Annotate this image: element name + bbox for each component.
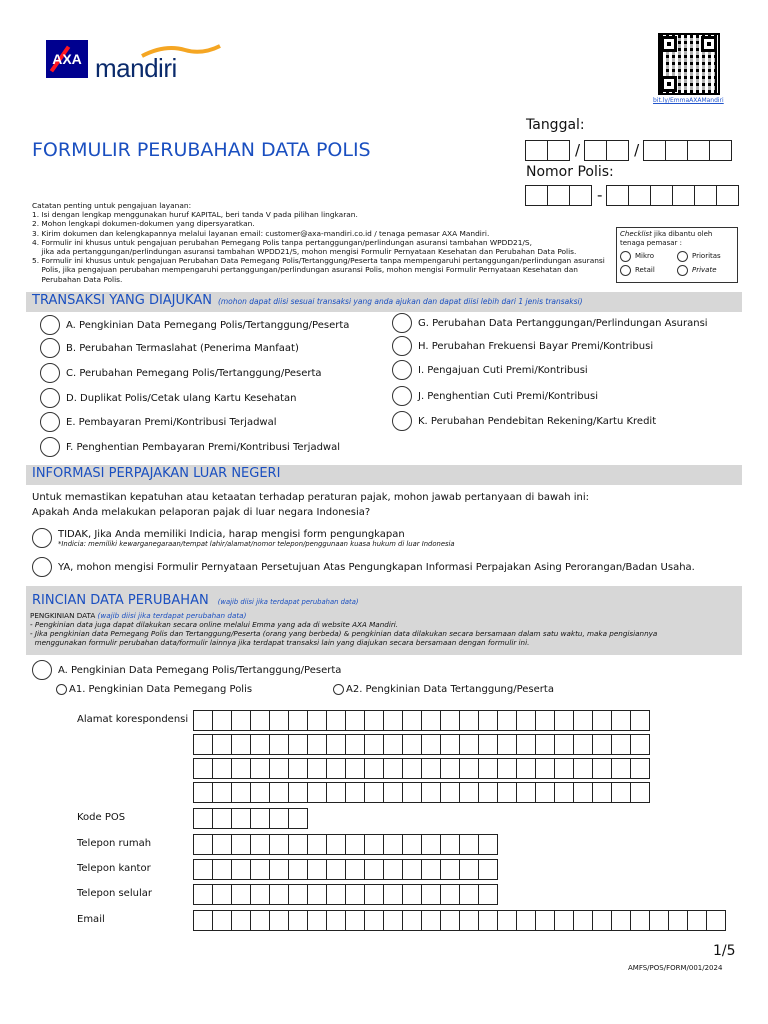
char-box[interactable] (421, 782, 441, 803)
pajak-section-header (26, 465, 742, 485)
char-box[interactable] (440, 859, 460, 880)
kode-pos-input[interactable] (194, 809, 308, 829)
char-box[interactable] (516, 734, 536, 755)
transaksi-option-e[interactable]: E. Pembayaran Premi/Kontribusi Terjadwal (40, 412, 277, 432)
char-box[interactable] (440, 834, 460, 855)
char-box[interactable] (383, 710, 403, 731)
char-box[interactable] (345, 758, 365, 779)
char-box[interactable] (269, 734, 289, 755)
char-box[interactable] (459, 834, 479, 855)
char-box[interactable] (364, 884, 384, 905)
pengkinian-line-2: - Jika pengkinian data Pemegang Polis dan Tertanggung/Peserta (orang yang berbeda) & pengkinian data dilakukan secara bersamaan dalam satu waktu, maka pengisiannya (30, 629, 658, 638)
char-box[interactable] (326, 782, 346, 803)
char-box[interactable] (364, 758, 384, 779)
char-box[interactable] (478, 758, 498, 779)
char-box[interactable] (402, 782, 422, 803)
telepon-selular-input[interactable] (194, 885, 498, 905)
char-box[interactable] (535, 910, 555, 931)
tanggal-input[interactable]: / / (526, 140, 732, 161)
notes-item: 3. Kirim dokumen dan kelengkapannya melalui layanan email: customer@axa-mandiri.co.id / tenaga pemasar AXA Mandiri. (32, 228, 490, 238)
transaksi-section-header (26, 292, 742, 312)
telepon-rumah-input[interactable] (194, 835, 498, 855)
checklist-prioritas[interactable]: Prioritas (677, 251, 734, 262)
char-box[interactable] (307, 782, 327, 803)
telepon-kantor-label: Telepon kantor (77, 863, 151, 874)
char-box[interactable] (535, 782, 555, 803)
char-box[interactable] (402, 734, 422, 755)
char-box[interactable] (421, 710, 441, 731)
char-box[interactable] (573, 710, 593, 731)
char-box[interactable] (421, 910, 441, 931)
char-box[interactable] (288, 808, 308, 829)
char-box[interactable] (459, 782, 479, 803)
char-box[interactable] (231, 758, 251, 779)
char-box[interactable] (250, 910, 270, 931)
char-box[interactable] (212, 782, 232, 803)
notes-item: Perubahan Data Polis. (32, 274, 123, 284)
char-box[interactable] (706, 910, 726, 931)
axa-logo-text: AXA (52, 51, 82, 67)
char-box[interactable] (193, 758, 213, 779)
char-box[interactable] (250, 782, 270, 803)
char-box[interactable] (402, 859, 422, 880)
char-box[interactable] (516, 782, 536, 803)
char-box[interactable] (307, 884, 327, 905)
notes-item: 5. Formulir ini khusus untuk pengajuan Perubahan Data Pemegang Polis/Tertanggung/Peserta tanpa mempengaruhi pertanggungan/perlindungan asuransi (32, 256, 605, 266)
char-box[interactable] (497, 782, 517, 803)
char-box[interactable] (269, 884, 289, 905)
char-box[interactable] (326, 834, 346, 855)
telepon-selular-label: Telepon selular (77, 888, 152, 899)
char-box[interactable] (554, 910, 574, 931)
rincian-option-a2[interactable]: A2. Pengkinian Data Tertanggung/Peserta (333, 684, 554, 695)
pengkinian-heading: PENGKINIAN DATA (30, 611, 96, 620)
char-box[interactable] (364, 710, 384, 731)
page-number: 1/5 (713, 943, 736, 959)
checklist-box (616, 227, 738, 283)
char-box[interactable] (592, 910, 612, 931)
char-box[interactable] (402, 884, 422, 905)
notes-item: jika ada pertanggungan/perlindungan asuransi tambahan WPDD21/S, mohon mengisi Formulir Pernyataan Kesehatan dan Perubahan Data Polis. (32, 247, 577, 257)
char-box[interactable] (535, 758, 555, 779)
qr-link[interactable]: bit.ly/EmmaAXAMandiri (653, 97, 724, 104)
char-box[interactable] (326, 910, 346, 931)
pajak-intro-1: Untuk memastikan kepatuhan atau ketaatan terhadap peraturan pajak, mohon jawab pertanyaan di bawah ini: (32, 492, 590, 503)
char-box[interactable] (611, 782, 631, 803)
char-box[interactable] (193, 710, 213, 731)
char-box[interactable] (630, 758, 650, 779)
char-box[interactable] (478, 834, 498, 855)
char-box[interactable] (307, 758, 327, 779)
rincian-option-a[interactable]: A. Pengkinian Data Pemegang Polis/Tertanggung/Peserta (32, 660, 341, 680)
char-box[interactable] (250, 734, 270, 755)
char-box[interactable] (573, 910, 593, 931)
char-box[interactable] (288, 884, 308, 905)
notes-block (32, 201, 617, 284)
char-box[interactable] (383, 734, 403, 755)
char-box[interactable] (402, 758, 422, 779)
transaksi-option-f[interactable]: F. Penghentian Pembayaran Premi/Kontribusi Terjadwal (40, 437, 340, 457)
transaksi-option-b[interactable]: B. Perubahan Termaslahat (Penerima Manfaat) (40, 338, 299, 358)
char-box[interactable] (402, 910, 422, 931)
char-box[interactable] (535, 710, 555, 731)
char-box[interactable] (364, 782, 384, 803)
char-box[interactable] (288, 734, 308, 755)
char-box[interactable] (402, 834, 422, 855)
char-box[interactable] (421, 734, 441, 755)
char-box[interactable] (592, 782, 612, 803)
char-box[interactable] (345, 834, 365, 855)
char-box[interactable] (269, 910, 289, 931)
char-box[interactable] (231, 834, 251, 855)
char-box[interactable] (478, 734, 498, 755)
email-input[interactable] (194, 911, 726, 931)
char-box[interactable] (630, 710, 650, 731)
char-box[interactable] (573, 758, 593, 779)
char-box[interactable] (231, 910, 251, 931)
char-box[interactable] (440, 910, 460, 931)
transaksi-note: (mohon dapat diisi sesuai transaksi yang anda ajukan dan dapat diisi lebih dari 1 jenis transaksi) (217, 297, 583, 306)
char-box[interactable] (421, 758, 441, 779)
char-box[interactable] (630, 734, 650, 755)
form-code: AMFS/POS/FORM/001/2024 (628, 964, 723, 972)
char-box[interactable] (364, 734, 384, 755)
char-box[interactable] (383, 859, 403, 880)
char-box[interactable] (269, 859, 289, 880)
char-box[interactable] (269, 834, 289, 855)
char-box[interactable] (668, 910, 688, 931)
char-box[interactable] (611, 734, 631, 755)
char-box[interactable] (592, 710, 612, 731)
char-box[interactable] (212, 734, 232, 755)
char-box[interactable] (212, 910, 232, 931)
char-box[interactable] (231, 710, 251, 731)
char-box[interactable] (250, 758, 270, 779)
char-box[interactable] (554, 734, 574, 755)
char-box[interactable] (269, 710, 289, 731)
char-box[interactable] (535, 734, 555, 755)
char-box[interactable] (383, 910, 403, 931)
pajak-intro-2: Apakah Anda melakukan pelaporan pajak di luar negara Indonesia? (32, 507, 371, 518)
char-box[interactable] (269, 758, 289, 779)
char-box[interactable] (326, 710, 346, 731)
axa-logo (46, 40, 88, 78)
char-box[interactable] (307, 859, 327, 880)
char-box[interactable] (440, 782, 460, 803)
char-box[interactable] (440, 758, 460, 779)
char-box[interactable] (459, 910, 479, 931)
char-box[interactable] (307, 734, 327, 755)
char-box[interactable] (383, 834, 403, 855)
char-box[interactable] (250, 834, 270, 855)
char-box[interactable] (478, 859, 498, 880)
char-box[interactable] (611, 758, 631, 779)
rincian-option-a1[interactable]: A1. Pengkinian Data Pemegang Polis (56, 684, 252, 695)
char-box[interactable] (383, 884, 403, 905)
pajak-title: INFORMASI PERPAJAKAN LUAR NEGERI (32, 466, 281, 481)
transaksi-option-j[interactable]: J. Penghentian Cuti Premi/Kontribusi (392, 386, 598, 406)
char-box[interactable] (212, 758, 232, 779)
pengkinian-note: (wajib diisi jika terdapat perubahan data) (97, 611, 247, 620)
char-box[interactable] (326, 884, 346, 905)
char-box[interactable] (288, 710, 308, 731)
char-box[interactable] (345, 710, 365, 731)
char-box[interactable] (440, 884, 460, 905)
kode-pos-label: Kode POS (77, 812, 126, 823)
char-box[interactable] (231, 782, 251, 803)
indicia-note: *Indicia: memiliki kewarganegaraan/tempat lahir/alamat/nomor telepon/penggunaan kuasa hukum di luar Indonesia (58, 539, 455, 548)
char-box[interactable] (269, 782, 289, 803)
char-box[interactable] (478, 910, 498, 931)
nomor-polis-input[interactable]: - (526, 185, 739, 206)
char-box[interactable] (364, 859, 384, 880)
char-box[interactable] (288, 782, 308, 803)
char-box[interactable] (193, 859, 213, 880)
alamat-label: Alamat korespondensi (77, 714, 189, 725)
char-box[interactable] (478, 710, 498, 731)
char-box[interactable] (459, 884, 479, 905)
char-box[interactable] (345, 910, 365, 931)
char-box[interactable] (250, 710, 270, 731)
char-box[interactable] (250, 859, 270, 880)
char-box[interactable] (421, 884, 441, 905)
char-box[interactable] (687, 910, 707, 931)
notes-item: 2. Mohon lengkapi dokumen-dokumen yang dipersyaratkan. (32, 219, 255, 229)
notes-item: 4. Formulir ini khusus untuk pengajuan perubahan Pemegang Polis tanpa pertanggungan/perlindungan asuransi tambahan WPDD21/S, (32, 237, 532, 247)
char-box[interactable] (212, 808, 232, 829)
notes-item: 1. Isi dengan lengkap menggunakan huruf KAPITAL, beri tanda V pada pilihan lingkaran. (32, 210, 358, 220)
char-box[interactable] (478, 782, 498, 803)
char-box[interactable] (421, 859, 441, 880)
char-box[interactable] (193, 884, 213, 905)
checklist-mikro[interactable]: Mikro (620, 251, 677, 262)
char-box[interactable] (592, 758, 612, 779)
char-box[interactable] (459, 859, 479, 880)
char-box[interactable] (592, 734, 612, 755)
char-box[interactable] (212, 834, 232, 855)
telepon-rumah-label: Telepon rumah (77, 838, 152, 849)
char-box[interactable] (345, 884, 365, 905)
char-box[interactable] (383, 782, 403, 803)
char-box[interactable] (497, 734, 517, 755)
transaksi-option-a[interactable]: A. Pengkinian Data Pemegang Polis/Tertanggung/Peserta (40, 315, 349, 335)
char-box[interactable] (307, 910, 327, 931)
char-box[interactable] (326, 859, 346, 880)
char-box[interactable] (573, 782, 593, 803)
char-box[interactable] (193, 734, 213, 755)
char-box[interactable] (497, 758, 517, 779)
transaksi-option-g[interactable]: G. Perubahan Data Pertanggungan/Perlindungan Asuransi (392, 313, 708, 333)
transaksi-title: TRANSAKSI YANG DIAJUKAN (32, 293, 212, 308)
pajak-option-ya[interactable]: YA, mohon mengisi Formulir Pernyataan Persetujuan Atas Pengungkapan Informasi Perpajakan Asing Perorangan/Badan Usaha. (32, 557, 695, 577)
pengkinian-line-3: menggunakan formulir perubahan data/formulir lainnya jika terdapat transaksi lain yang diajukan secara bersamaan dengan formulir ini. (30, 638, 530, 647)
char-box[interactable] (269, 808, 289, 829)
char-box[interactable] (630, 782, 650, 803)
rincian-note: (wajib diisi jika terdapat perubahan data) (217, 598, 359, 606)
char-box[interactable] (345, 782, 365, 803)
checklist-retail[interactable]: Retail (620, 265, 677, 276)
nomor-polis-label: Nomor Polis: (526, 164, 614, 180)
char-box[interactable] (554, 758, 574, 779)
char-box[interactable] (573, 734, 593, 755)
tanggal-label: Tanggal: (526, 117, 585, 133)
char-box[interactable] (231, 808, 251, 829)
char-box[interactable] (231, 884, 251, 905)
transaksi-option-h[interactable]: H. Perubahan Frekuensi Bayar Premi/Kontribusi (392, 336, 653, 356)
pengkinian-line-1: - Pengkinian data juga dapat dilakukan secara online melalui Emma yang ada di website AXA Mandiri. (30, 620, 399, 629)
char-box[interactable] (516, 910, 536, 931)
notes-heading: Catatan penting untuk pengajuan layanan: (32, 201, 192, 210)
qr-code[interactable] (658, 33, 720, 95)
char-box[interactable] (231, 734, 251, 755)
rincian-section (26, 586, 742, 655)
char-box[interactable] (250, 808, 270, 829)
transaksi-option-k[interactable]: K. Perubahan Pendebitan Rekening/Kartu Kredit (392, 411, 656, 431)
char-box[interactable] (611, 910, 631, 931)
char-box[interactable] (497, 710, 517, 731)
char-box[interactable] (611, 710, 631, 731)
char-box[interactable] (345, 734, 365, 755)
char-box[interactable] (250, 884, 270, 905)
telepon-kantor-input[interactable] (194, 860, 498, 880)
char-box[interactable] (288, 834, 308, 855)
char-box[interactable] (288, 758, 308, 779)
char-box[interactable] (326, 734, 346, 755)
char-box[interactable] (516, 758, 536, 779)
char-box[interactable] (212, 884, 232, 905)
alamat-input[interactable] (194, 711, 650, 803)
pajak-tidak-label: TIDAK, Jika Anda memiliki Indicia, harap mengisi form pengungkapan (58, 528, 405, 540)
char-box[interactable] (440, 734, 460, 755)
char-box[interactable] (478, 884, 498, 905)
char-box[interactable] (459, 758, 479, 779)
char-box[interactable] (193, 782, 213, 803)
notes-item: Polis, jika pengajuan perubahan mempengaruhi pertanggungan/perlindungan asuransi Polis, mohon mengisi Formulir Pernyataan Kesehatan dan (32, 265, 578, 275)
mandiri-logo-text: mandiri (95, 53, 177, 83)
char-box[interactable] (440, 710, 460, 731)
char-box[interactable] (649, 910, 669, 931)
form-title: FORMULIR PERUBAHAN DATA POLIS (32, 139, 371, 161)
char-box[interactable] (630, 910, 650, 931)
char-box[interactable] (288, 859, 308, 880)
checklist-private[interactable]: Private (677, 265, 734, 276)
rincian-title: RINCIAN DATA PERUBAHAN (32, 593, 209, 608)
char-box[interactable] (554, 710, 574, 731)
char-box[interactable] (193, 808, 213, 829)
char-box[interactable] (307, 710, 327, 731)
char-box[interactable] (421, 834, 441, 855)
char-box[interactable] (554, 782, 574, 803)
char-box[interactable] (383, 758, 403, 779)
pajak-option-tidak[interactable] (32, 528, 455, 548)
email-label: Email (77, 914, 105, 925)
char-box[interactable] (497, 910, 517, 931)
char-box[interactable] (193, 910, 213, 931)
transaksi-option-d[interactable]: D. Duplikat Polis/Cetak ulang Kartu Kesehatan (40, 388, 297, 408)
checklist-title: Checklist jika dibantu oleh tenaga pemasar : (620, 230, 713, 247)
char-box[interactable] (364, 910, 384, 931)
char-box[interactable] (212, 710, 232, 731)
char-box[interactable] (516, 710, 536, 731)
char-box[interactable] (402, 710, 422, 731)
char-box[interactable] (364, 834, 384, 855)
char-box[interactable] (193, 834, 213, 855)
char-box[interactable] (326, 758, 346, 779)
char-box[interactable] (288, 910, 308, 931)
transaksi-option-c[interactable]: C. Perubahan Pemegang Polis/Tertanggung/Peserta (40, 363, 322, 383)
char-box[interactable] (231, 859, 251, 880)
transaksi-option-i[interactable]: I. Pengajuan Cuti Premi/Kontribusi (392, 360, 588, 380)
char-box[interactable] (345, 859, 365, 880)
char-box[interactable] (307, 834, 327, 855)
char-box[interactable] (212, 859, 232, 880)
char-box[interactable] (459, 710, 479, 731)
char-box[interactable] (459, 734, 479, 755)
